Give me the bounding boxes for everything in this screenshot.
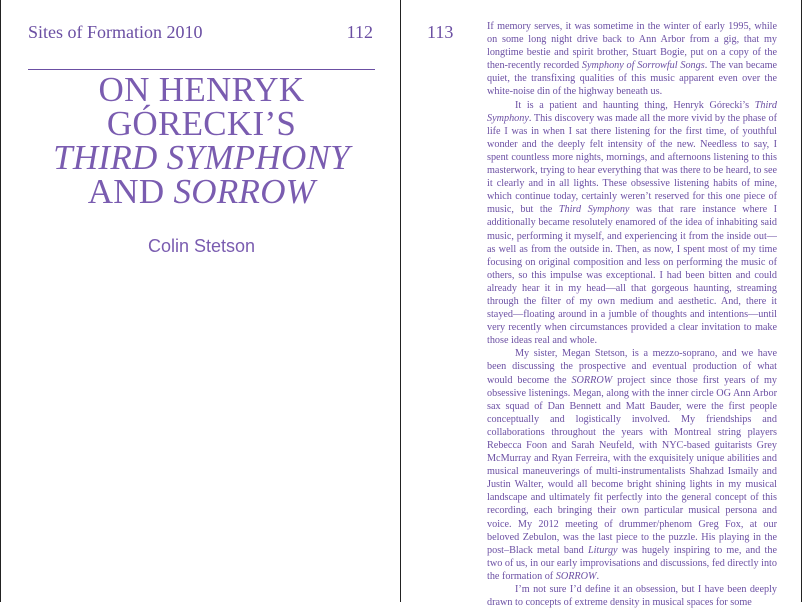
text-run: . [596,570,600,582]
title-line-2: GÓRECKI’S [106,104,297,143]
text-run: My sister, Megan Stetson, is a mezzo-soprano, and we have been discussing the prospective and eventual production of what would become the [487,348,777,386]
text-run: project since those first years of my obsessive listenings. Megan, along with the inner circle OG Ann Arbor sax squad of Dan Bennett and Matt Bauder, were the first people conceptually and logistically involved. My friendships and collaborations throughout the years with Montreal string players Rebecca Foon and Sarah Neufeld, with NYC-based guitarists Grey McMurray and Ryan Ferreira, with the exquisitely unique abilities and musical maneuverings of multi-instrumentalists Shahzad Ismaily and Justin Walter, would all become bright shining lights in my musical landscape and ultimately fit perfectly into the general concept of this recording, each bringing their own particular musical persona and voice. My 2012 meeting of drummer/phenom Greg Fox, at our beloved Zebulon, was the last piece to the puzzle. His playing in the post–Black metal band [487,374,777,556]
italic-run: Third Symphony [487,99,777,124]
author-name: Colin Stetson [147,236,256,256]
page-number-left: 112 [346,22,373,42]
text-run: . The van became quiet, the transfixing qualities of this music apparent even over the white-noise din of the highway beneath us. [487,60,778,98]
title-line-3: THIRD SYMPHONY [53,138,350,177]
text-run: I’m not sure I’d define it an obsession, but I have been deeply drawn to concepts of extreme density in musical spaces for some [487,584,777,609]
title-line-4-italic: SORROW [173,172,316,211]
body-paragraph [487,347,777,583]
text-run: If memory serves, it was sometime in the winter of early 1995, while on some long night drive back to Ann Arbor from a gig, that my longtime bestie and spirit brother, Stuart Bogie, put on a copy of the then-recently recorded [487,21,777,72]
body-paragraph [487,583,777,609]
text-run: was hugely inspiring to me, and the two of us, in our early improvisations and discussions, fed directly into the formation of [487,544,777,582]
body-paragraph [487,20,777,99]
right-page [401,0,802,609]
text-run: . This discovery was made all the more vivid by the phase of life I was in when I sat there listening for the first time, of youthful wonder and the deeply felt intensity of the new. Needless to say, I spent countless more nights, mornings, and afternoons listening to this masterwork, trying to hear everything that was there to be heard, to see it clearly and in all lights. These obsessive listening habits of mine, which continue today, certainly weren’t reserved for this one piece of music, but the [487,112,777,216]
body-paragraph [487,99,777,348]
title-line-1: ON HENRYK [98,70,305,109]
text-run: was that rare instance where I additionally became resolutely enamored of the idea of inhabiting said music, performing it myself, and experiencing it from the inside out—as well as from the outside in. Then, as now, I spent most of my time focusing on original composition and less on performing the music of others, so this impulse was exceptional. I had been bitten and could already hear it in my head—all that gorgeous haunting, streaming through the filter of my own medium and aesthetic. And, there it stayed—floating around in a jumble of thoughts and intentions—until very recently when circumstances provided a clear invitation to make those ideas real and whole. [487,204,777,347]
italic-run: Symphony of Sorrowful Songs [581,60,705,72]
page-number-right: 113 [427,22,454,42]
italic-run: Third Symphony [558,204,630,216]
body-text [487,20,777,609]
title-line-4-start: AND [87,172,174,211]
chapter-title [21,70,382,211]
text-run: It is a patient and haunting thing, Henryk Górecki’s [515,99,755,111]
italic-run: SORROW [571,374,613,386]
italic-run: SORROW [555,570,597,582]
running-head: Sites of Formation 2010 [28,22,203,42]
italic-run: Liturgy [587,544,618,556]
title-line-4 [21,172,382,211]
left-page [0,0,401,602]
